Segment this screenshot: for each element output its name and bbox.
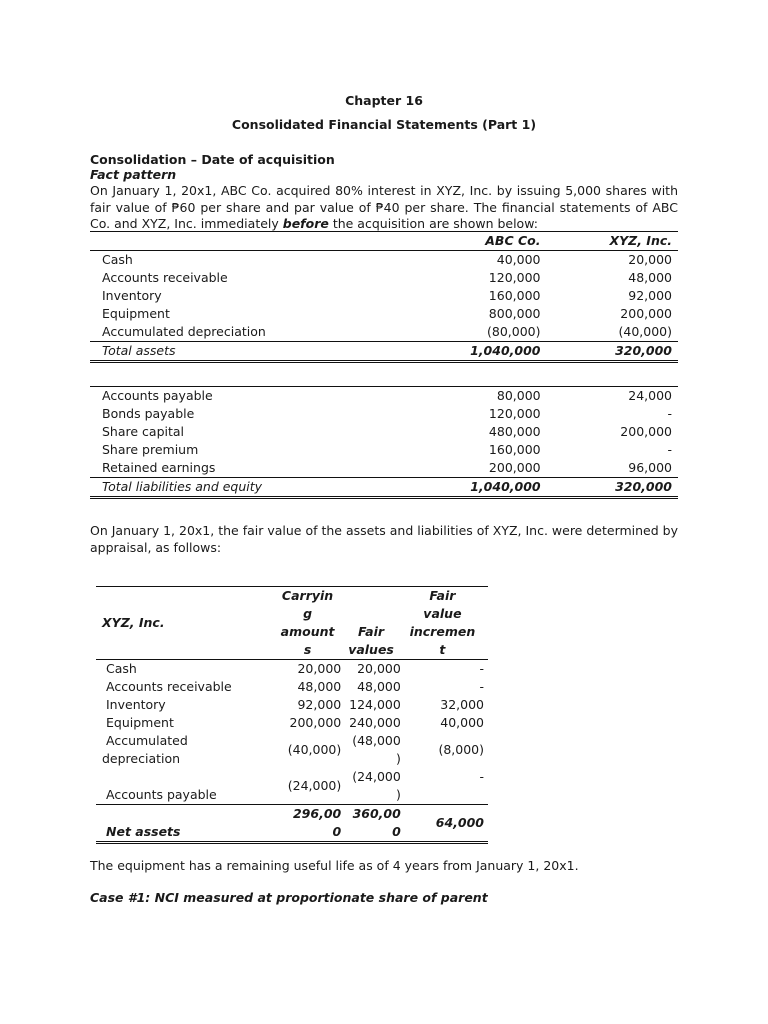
carrying-value: (40,000) — [287, 742, 342, 757]
fair-value-table — [96, 586, 488, 844]
row-label: Cash — [102, 252, 133, 267]
xyz-value: 200,000 — [620, 306, 672, 321]
row-label: Share premium — [102, 442, 199, 457]
total-liabilities-row — [90, 478, 678, 498]
increment-value: - — [479, 661, 484, 676]
xyz-value: 24,000 — [628, 388, 672, 403]
col-header-xyz: XYZ, Inc. — [609, 233, 672, 248]
net-assets-row — [96, 805, 488, 843]
table-row — [90, 287, 678, 305]
value-line: 360,00 — [352, 806, 401, 821]
abc-value: (80,000) — [487, 324, 541, 339]
label-line: depreciation — [102, 751, 181, 766]
page-title: Consolidated Financial Statements (Part 1) — [231, 117, 537, 132]
increment-value: - — [479, 769, 484, 784]
fair-value — [341, 768, 401, 805]
table-row — [90, 459, 678, 478]
row-label: Bonds payable — [102, 406, 195, 421]
section-subheading: Fact pattern — [90, 167, 177, 182]
appraisal-paragraph: On January 1, 20x1, the fair value of the assets and liabilities of XYZ, Inc. were determined by appraisal, as follows: — [90, 523, 678, 555]
carrying-value: (24,000) — [287, 778, 342, 793]
increment-total: 64,000 — [435, 815, 484, 830]
value-line: 296,00 — [292, 806, 342, 821]
label-line: Accumulated — [106, 733, 188, 748]
row-label — [96, 732, 274, 768]
row-label: Net assets — [106, 824, 181, 839]
fair-value — [341, 732, 401, 768]
row-label: Inventory — [106, 697, 166, 712]
table-row — [90, 387, 678, 406]
increment-value: 40,000 — [440, 715, 484, 730]
value-line: 0 — [332, 824, 342, 839]
value-line: ) — [395, 751, 401, 766]
carrying-total — [274, 805, 341, 843]
table-row — [96, 678, 488, 696]
xyz-value: 96,000 — [628, 460, 672, 475]
row-label: Total assets — [102, 343, 176, 358]
row-label: Inventory — [102, 288, 162, 303]
header-line: t — [439, 642, 446, 657]
row-label: Accumulated depreciation — [102, 324, 266, 339]
fair-total — [341, 805, 401, 843]
xyz-value: - — [667, 442, 672, 457]
xyz-value: - — [667, 406, 672, 421]
table-row — [96, 732, 488, 768]
abc-value: 40,000 — [496, 252, 541, 267]
abc-total: 1,040,000 — [470, 343, 541, 358]
increment-value: 32,000 — [440, 697, 484, 712]
row-label: Accounts receivable — [106, 679, 232, 694]
table-row — [90, 251, 678, 270]
fair-value: 48,000 — [357, 679, 401, 694]
table-header-row — [96, 587, 488, 660]
header-entity: XYZ, Inc. — [102, 615, 165, 630]
table-row — [96, 660, 488, 679]
fair-value: 240,000 — [349, 715, 401, 730]
row-label: Share capital — [102, 424, 185, 439]
table-row — [96, 768, 488, 805]
increment-value: - — [479, 679, 484, 694]
row-label: Retained earnings — [102, 460, 216, 475]
abc-total: 1,040,000 — [470, 479, 541, 494]
row-label: Equipment — [102, 306, 170, 321]
header-line: s — [303, 642, 312, 657]
table-row — [96, 714, 488, 732]
header-line: values — [348, 642, 394, 657]
row-label: Accounts receivable — [102, 270, 228, 285]
abc-value: 80,000 — [496, 388, 541, 403]
fact-text-emphasis: before — [282, 216, 329, 231]
table-row — [90, 305, 678, 323]
case-heading: Case #1: NCI measured at proportionate share of parent — [90, 890, 488, 905]
chapter-label: Chapter 16 — [345, 93, 423, 108]
row-label: Accounts payable — [102, 388, 213, 403]
abc-value: 120,000 — [488, 270, 541, 285]
value-line: 0 — [392, 824, 401, 839]
row-label: Accounts payable — [106, 787, 217, 802]
row-label: Cash — [106, 661, 137, 676]
increment-value: (8,000) — [438, 742, 484, 757]
abc-value: 480,000 — [488, 424, 541, 439]
abc-value: 160,000 — [488, 288, 541, 303]
value-line: ) — [395, 787, 401, 802]
fair-value: 124,000 — [349, 697, 401, 712]
total-assets-row — [90, 342, 678, 362]
carrying-value: 92,000 — [297, 697, 342, 712]
carrying-value: 20,000 — [297, 661, 342, 676]
header-increment — [401, 587, 488, 660]
liabilities-table — [90, 386, 678, 499]
row-label: Equipment — [106, 715, 174, 730]
header-line: g — [303, 606, 313, 621]
header-line: incremen — [409, 624, 476, 639]
header-line: Carryin — [281, 588, 334, 603]
header-line: Fair — [429, 588, 456, 603]
value-line: (48,000 — [352, 733, 401, 748]
table-row — [90, 441, 678, 459]
col-header-abc: ABC Co. — [485, 233, 541, 248]
table-row — [96, 696, 488, 714]
header-line: Fair — [358, 624, 385, 639]
xyz-value: 92,000 — [628, 288, 672, 303]
header-fair — [341, 587, 401, 660]
header-line: value — [423, 606, 462, 621]
fact-text-c: the acquisition are shown below: — [328, 216, 538, 231]
fact-pattern-paragraph — [90, 183, 678, 233]
header-carrying — [274, 587, 341, 660]
xyz-total: 320,000 — [615, 343, 672, 358]
header-line: amount — [280, 624, 335, 639]
value-line: (24,000 — [352, 769, 401, 784]
xyz-value: (40,000) — [618, 324, 672, 339]
abc-value: 800,000 — [488, 306, 541, 321]
carrying-value: 200,000 — [289, 715, 342, 730]
fair-value: 20,000 — [357, 661, 401, 676]
fact-text-a: On January 1, 20x1, ABC Co. acquired 80% interest in XYZ, Inc. by issuing 5,000 shares with fair value of ₱60 per share and par value of ₱40 per share. The financial statements of ABC Co. and XYZ, Inc. immediately — [90, 183, 678, 231]
row-label: Total liabilities and equity — [102, 479, 263, 494]
table-row — [90, 323, 678, 342]
carrying-value: 48,000 — [297, 679, 342, 694]
xyz-value: 20,000 — [628, 252, 672, 267]
table-row — [90, 423, 678, 441]
section-heading: Consolidation – Date of acquisition — [90, 152, 335, 167]
abc-value: 160,000 — [488, 442, 541, 457]
useful-life-note: The equipment has a remaining useful life as of 4 years from January 1, 20x1. — [90, 858, 579, 873]
balance-sheet-table — [90, 231, 678, 363]
xyz-value: 48,000 — [628, 270, 672, 285]
abc-value: 200,000 — [488, 460, 541, 475]
xyz-value: 200,000 — [620, 424, 672, 439]
table-row — [90, 269, 678, 287]
table-row — [90, 405, 678, 423]
table-header-row — [90, 232, 678, 251]
xyz-total: 320,000 — [615, 479, 672, 494]
abc-value: 120,000 — [488, 406, 541, 421]
